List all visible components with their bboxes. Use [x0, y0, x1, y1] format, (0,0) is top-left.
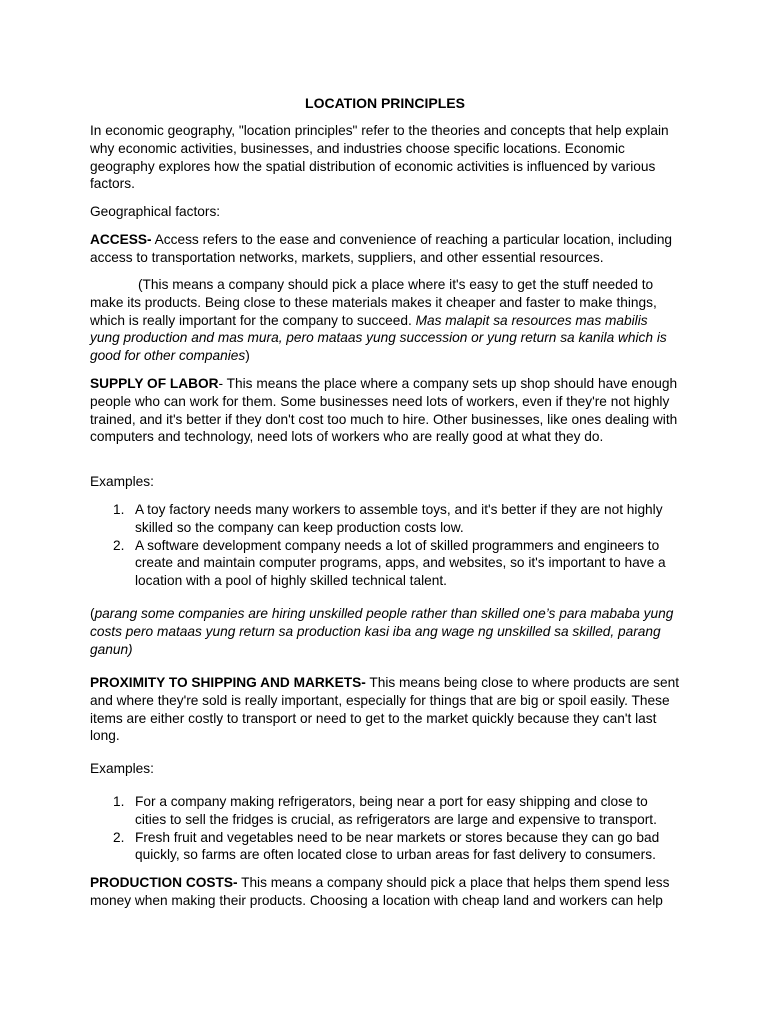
access-term: ACCESS- [90, 232, 152, 247]
list-item [90, 537, 680, 590]
list-text: Fresh fruit and vegetables need to be near markets or stores because they can go bad quickly, so farms are often located close to urban areas for fast delivery to consumers. [135, 829, 660, 863]
labor-note [90, 605, 680, 658]
access-note-open: (This means a company should pick a place where it's easy to get the stuff needed to make its products. Being close to these materials makes it cheaper and faster to make things, which is really important for the company to succeed. [90, 277, 657, 328]
access-text: Access refers to the ease and convenience of reaching a particular location, including access to transportation networks, markets, suppliers, and other essential resources. [90, 232, 673, 265]
labor-note-italic: parang some companies are hiring unskilled people rather than skilled one’s para mababa yung costs pero mataas yung return sa production kasi iba ang wage ng unskilled sa skilled, parang ganun) [90, 606, 674, 657]
access-paragraph [90, 231, 680, 267]
shipping-term: PROXIMITY TO SHIPPING AND MARKETS- [90, 675, 366, 690]
geographical-factors-heading: Geographical factors: [90, 204, 221, 219]
shipping-examples-list [90, 793, 680, 864]
labor-term: SUPPLY OF LABOR [90, 376, 219, 391]
shipping-examples-label: Examples: [90, 761, 154, 776]
page-title: LOCATION PRINCIPLES [305, 95, 465, 111]
shipping-paragraph [90, 674, 680, 745]
list-number: 2. [113, 829, 125, 845]
list-item [90, 793, 680, 829]
labor-examples-list [90, 501, 680, 590]
production-text: This means a company should pick a place that helps them spend less money when making their products. Choosing a location with cheap land and workers can help [90, 875, 670, 908]
production-term: PRODUCTION COSTS- [90, 875, 238, 890]
labor-note-open: ( [90, 606, 95, 621]
labor-text: - This means the place where a company sets up shop should have enough people who can work for them. Some businesses need lots of workers, even if they're not highly trained, and it's better if they don't cost too much to hire. Other businesses, like ones dealing with computers and technology, need lots of workers who are really good at what they do. [90, 376, 678, 445]
access-note-close: ) [245, 348, 250, 364]
shipping-text: This means being close to where products are sent and where they're sold is really important, especially for things that are big or spoil easily. These items are either costly to transport or need to get to the market quickly because they can't last long. [90, 675, 680, 744]
list-text: A toy factory needs many workers to assemble toys, and it's better if they are not highly skilled so the company can keep production costs low. [135, 502, 663, 535]
list-item [90, 501, 680, 537]
list-item [90, 829, 680, 865]
list-number: 1. [113, 502, 125, 517]
list-number: 2. [113, 537, 125, 553]
intro-paragraph: In economic geography, "location principles" refer to the theories and concepts that help explain why economic activities, businesses, and industries choose specific locations. Economic geography explores how the spatial distribution of economic activities is influenced by various factors. [90, 123, 669, 192]
production-paragraph [90, 874, 680, 910]
access-note-italic: Mas malapit sa resources mas mabilis yung production and mas mura, pero mataas yung succession or yung return sa kanila which is good for other companies [90, 312, 667, 364]
labor-examples-label: Examples: [90, 474, 154, 489]
list-text: For a company making refrigerators, being near a port for easy shipping and close to cities to sell the fridges is crucial, as refrigerators are large and expensive to transport. [135, 794, 657, 827]
list-text: A software development company needs a lot of skilled programmers and engineers to create and maintain computer programs, apps, and websites, so it's important to have a location with a pool of highly skilled technical talent. [135, 537, 666, 589]
labor-paragraph [90, 375, 680, 446]
access-note [90, 276, 680, 365]
list-number: 1. [113, 794, 125, 809]
